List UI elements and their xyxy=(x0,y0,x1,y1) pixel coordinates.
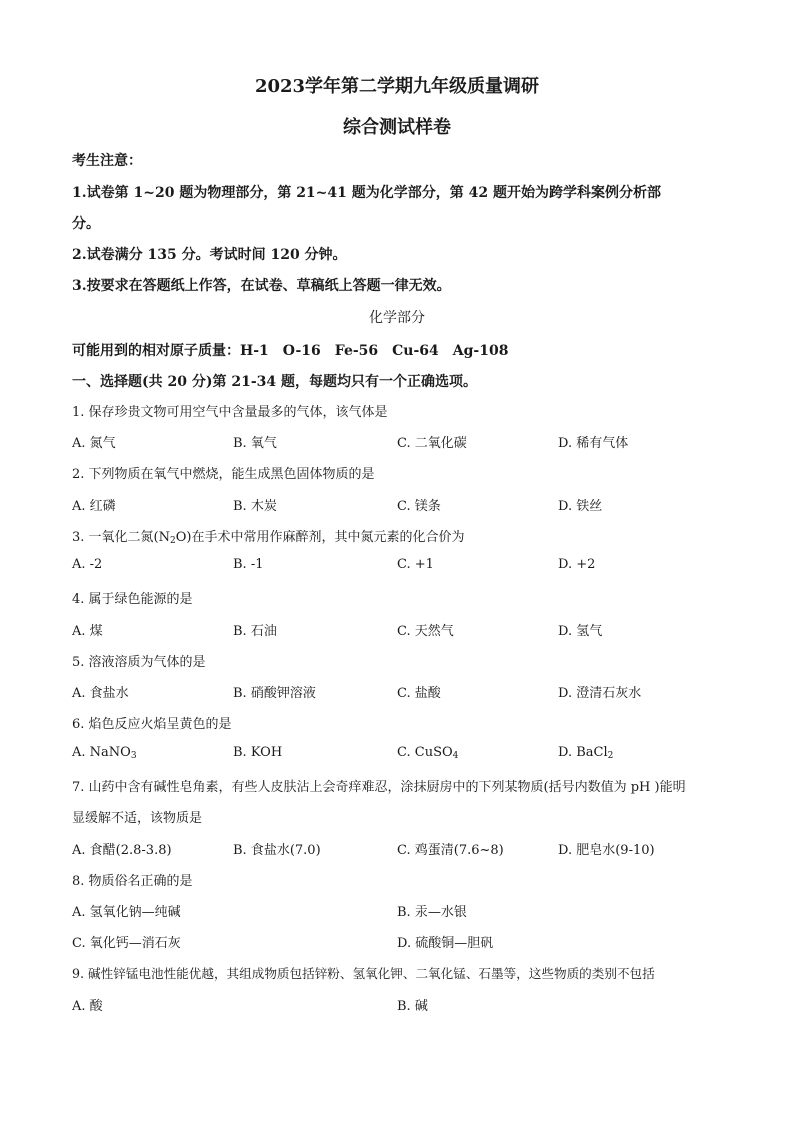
question-6-option-b xyxy=(233,745,282,760)
question-8-stem: 8. 物质俗名正确的是 xyxy=(72,874,193,889)
notice-item-3: 3.按要求在答题纸上作答，在试卷、草稿纸上答题一律无效。 xyxy=(72,278,451,294)
question-6-option-c-text: C. CuSO xyxy=(397,745,453,760)
question-3-stem xyxy=(72,526,464,546)
question-8-option-b: B. 汞—水银 xyxy=(397,905,467,920)
question-3-option-d: D. +2 xyxy=(558,557,596,572)
question-7-option-c: C. 鸡蛋清(7.6~8) xyxy=(397,843,504,858)
question-1-option-b: B. 氧气 xyxy=(233,436,277,451)
question-8-option-a: A. 氢氧化钠—纯碱 xyxy=(72,905,181,920)
question-3-option-a: A. -2 xyxy=(72,557,103,572)
question-5-stem: 5. 溶液溶质为气体的是 xyxy=(72,655,206,670)
question-1-option-c: C. 二氧化碳 xyxy=(397,436,467,451)
question-7-option-a: A. 食醋(2.8-3.8) xyxy=(72,843,172,858)
exam-title: 2023学年第二学期九年级质量调研 xyxy=(254,76,540,97)
question-2-option-d: D. 铁丝 xyxy=(558,499,603,514)
question-6-option-c xyxy=(397,745,458,761)
question-4-option-d: D. 氢气 xyxy=(558,624,603,639)
notice-heading: 考生注意： xyxy=(72,153,142,169)
question-1-option-d: D. 稀有气体 xyxy=(558,436,629,451)
question-1-option-a: A. 氮气 xyxy=(72,436,116,451)
question-5-option-b: B. 硝酸钾溶液 xyxy=(233,686,316,701)
atomic-masses: 可能用到的相对原子质量：H-1 O-16 Fe-56 Cu-64 Ag-108 xyxy=(72,343,509,359)
question-3-stem-part1: 3. 一氧化二氮(N xyxy=(72,530,170,545)
question-9-stem: 9. 碱性锌锰电池性能优越，其组成物质包括锌粉、氢氧化钾、二氧化锰、石墨等，这些物质的类别不包括 xyxy=(72,966,655,981)
question-6-option-c-subscript: 4 xyxy=(452,751,459,761)
question-2-option-a: A. 红磷 xyxy=(72,499,116,514)
question-4-option-b: B. 石油 xyxy=(233,624,277,639)
question-4-option-a: A. 煤 xyxy=(72,624,103,639)
question-4-option-c: C. 天然气 xyxy=(397,624,454,639)
part-heading: 一、选择题(共 20 分)第 21-34 题，每题均只有一个正确选项。 xyxy=(72,374,478,390)
question-4-stem: 4. 属于绿色能源的是 xyxy=(72,592,193,607)
question-7-option-d: D. 肥皂水(9-10) xyxy=(558,843,655,858)
question-3-stem-part2: O)在手术中常用作麻醉剂，其中氮元素的化合价为 xyxy=(175,530,465,545)
question-9-option-b: B. 碱 xyxy=(397,999,428,1014)
question-7-stem: 7. 山药中含有碱性皂角素，有些人皮肤沾上会奇痒难忍，涂抹厨房中的下列某物质(括号内数值为 pH )能明 xyxy=(72,780,686,795)
question-3-option-b: B. -1 xyxy=(233,557,264,572)
question-5-option-a: A. 食盐水 xyxy=(72,686,129,701)
section-title: 化学部分 xyxy=(369,310,425,326)
question-3-option-c: C. +1 xyxy=(397,557,434,572)
question-6-option-a-subscript: 3 xyxy=(130,751,137,761)
question-8-option-c: C. 氧化钙—消石灰 xyxy=(72,936,181,951)
question-7-option-b: B. 食盐水(7.0) xyxy=(233,843,321,858)
notice-item-2: 2.试卷满分 135 分。考试时间 120 分钟。 xyxy=(72,247,347,263)
notice-item-1: 1.试卷第 1~20 题为物理部分，第 21~41 题为化学部分，第 42 题开始为跨学科案例分析部 xyxy=(72,185,661,201)
question-6-option-d-text: D. BaCl xyxy=(558,745,608,760)
question-1-stem: 1. 保存珍贵文物可用空气中含量最多的气体，该气体是 xyxy=(72,405,388,420)
question-6-option-d xyxy=(558,745,613,761)
question-8-option-d: D. 硫酸铜—胆矾 xyxy=(397,936,494,951)
question-6-option-b-text: B. KOH xyxy=(233,745,283,760)
question-6-option-a xyxy=(72,745,137,761)
question-5-option-d: D. 澄清石灰水 xyxy=(558,686,642,701)
question-6-stem: 6. 焰色反应火焰呈黄色的是 xyxy=(72,717,232,732)
exam-subtitle: 综合测试样卷 xyxy=(343,117,451,138)
question-5-option-c: C. 盐酸 xyxy=(397,686,441,701)
question-3-stem-subscript: 2 xyxy=(169,536,176,546)
question-2-option-b: B. 木炭 xyxy=(233,499,277,514)
question-6-option-a-text: A. NaNO xyxy=(72,745,131,760)
question-9-option-a: A. 酸 xyxy=(72,999,103,1014)
question-7-stem-cont: 显缓解不适，该物质是 xyxy=(72,811,203,826)
question-2-stem: 2. 下列物质在氧气中燃烧，能生成黑色固体物质的是 xyxy=(72,467,375,482)
question-2-option-c: C. 镁条 xyxy=(397,499,441,514)
notice-item-1-cont: 分。 xyxy=(72,216,100,232)
question-6-option-d-subscript: 2 xyxy=(607,751,614,761)
